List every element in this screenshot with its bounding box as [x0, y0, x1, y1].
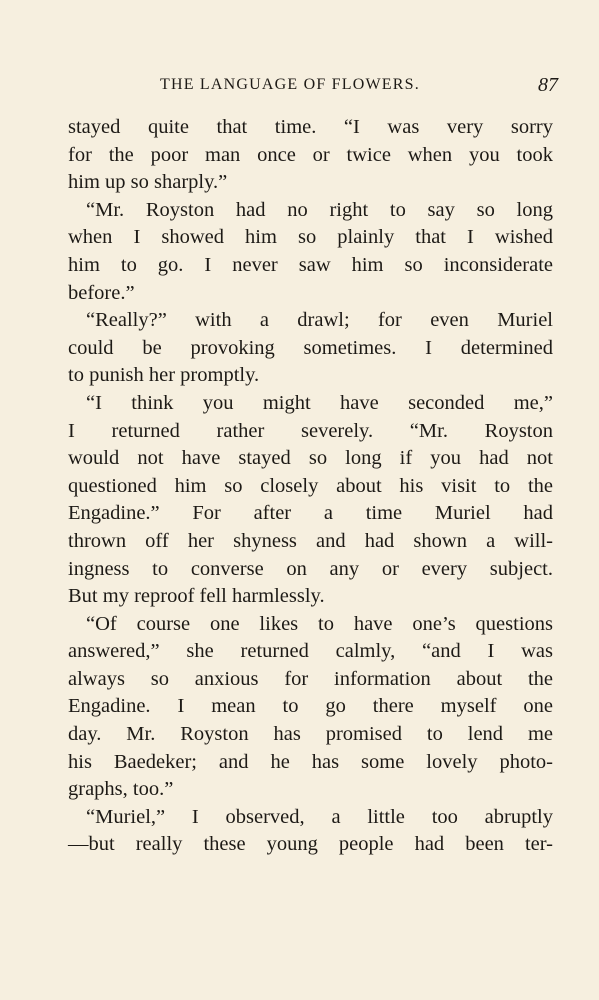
- text-line: ingness to converse on any or every subject.: [68, 557, 553, 580]
- text-line: graphs, too.”: [68, 778, 174, 801]
- text-line: —but really these young people had been ter-: [68, 833, 553, 856]
- text-line: would not have stayed so long if you had not: [68, 447, 553, 470]
- text-line: I returned rather severely. “Mr. Royston: [68, 419, 553, 442]
- text-line: “Really?” with a drawl; for even Muriel: [86, 309, 553, 332]
- text-line: him up so sharply.”: [68, 171, 228, 194]
- text-line: Engadine. I mean to go there myself one: [68, 695, 553, 718]
- text-line: could be provoking sometimes. I determined: [68, 336, 553, 359]
- running-title: THE LANGUAGE OF FLOWERS.: [160, 76, 420, 93]
- body-text: [68, 114, 553, 859]
- text-line: But my reproof fell harmlessly.: [68, 585, 325, 608]
- text-line: “Mr. Royston had no right to say so long: [86, 198, 553, 221]
- text-line: answered,” she returned calmly, “and I was: [68, 640, 553, 663]
- text-line: questioned him so closely about his visit to the: [68, 474, 553, 497]
- text-line: before.”: [68, 281, 135, 304]
- text-line: stayed quite that time. “I was very sorry: [68, 116, 553, 138]
- text-line: Engadine.” For after a time Muriel had: [68, 502, 553, 525]
- text-line: to punish her promptly.: [68, 364, 260, 387]
- text-line: him to go. I never saw him so inconsiderate: [68, 253, 553, 276]
- text-line: for the poor man once or twice when you took: [68, 143, 553, 166]
- text-line: “Of course one likes to have one’s questions: [86, 612, 553, 635]
- page-number: 87: [538, 74, 558, 96]
- text-line: thrown off her shyness and had shown a will-: [68, 529, 553, 552]
- text-line: day. Mr. Royston has promised to lend me: [68, 723, 553, 746]
- text-line: when I showed him so plainly that I wished: [68, 226, 553, 249]
- running-head: [68, 74, 558, 100]
- text-line: “Muriel,” I observed, a little too abruptly: [86, 805, 553, 828]
- text-line: always so anxious for information about the: [68, 667, 553, 690]
- text-line: his Baedeker; and he has some lovely photo-: [68, 750, 553, 773]
- text-line: “I think you might have seconded me,”: [86, 391, 553, 414]
